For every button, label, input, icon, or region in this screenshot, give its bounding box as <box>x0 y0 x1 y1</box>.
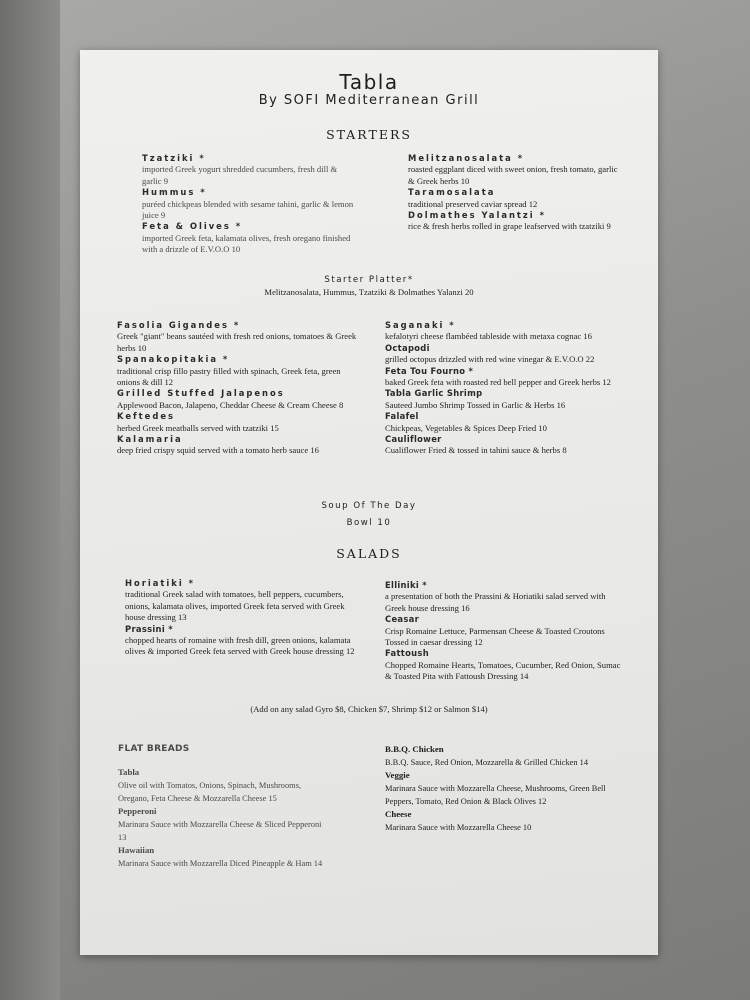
item-description: rice & fresh herbs rolled in grape leafserved with tzatziki 9 <box>408 221 611 232</box>
menu-item <box>385 343 625 366</box>
item-description: a presentation of both the Prassini & Horiatiki salad served with Greek house dressing 16 <box>385 591 606 613</box>
item-description: Sauteed Jumbo Shrimp Tossed in Garlic & Herbs 16 <box>385 399 566 410</box>
menu-item <box>117 320 362 354</box>
soup-of-the-day <box>80 498 658 532</box>
item-name: Falafel <box>385 411 419 422</box>
flatbreads-left-column <box>118 743 328 870</box>
menu-item <box>118 766 328 805</box>
menu-item <box>408 153 620 187</box>
item-description: Marinara Sauce with Mozzarella Cheese 10 <box>385 823 532 832</box>
menu-item <box>385 808 625 834</box>
starter-platter <box>80 274 658 298</box>
restaurant-title: Tabla <box>339 70 399 94</box>
menu-item <box>385 366 625 389</box>
item-description: roasted eggplant diced with sweet onion, fresh tomato, garlic & Greek herbs 10 <box>408 164 618 186</box>
item-name: Feta Tou Fourno * <box>385 365 474 376</box>
menu-item <box>125 624 360 658</box>
menu-sheet <box>80 50 658 955</box>
flatbreads-right-column <box>385 743 625 834</box>
item-name: Veggie <box>385 770 410 780</box>
salads-heading: SALADS <box>336 546 402 561</box>
menu-item <box>118 805 328 844</box>
item-description: traditional preserved caviar spread 12 <box>408 198 538 209</box>
menu-item <box>125 578 360 624</box>
item-description: Olive oil with Tomatos, Onions, Spinach, Mushrooms, Oregano, Feta Cheese & Mozzarella Cheese 15 <box>118 781 302 803</box>
item-description: Crisp Romaine Lettuce, Parmensan Cheese & Toasted Croutons Tossed in caesar dressing 12 <box>385 625 605 648</box>
platter-title: Starter Platter* <box>324 275 414 285</box>
item-name: Melitzanosalata * <box>408 153 525 163</box>
menu-item <box>385 769 625 808</box>
menu-item <box>408 210 620 233</box>
hot-starters-right-column <box>385 320 625 457</box>
menu-item <box>117 411 362 434</box>
menu-item <box>385 320 625 343</box>
menu-item <box>385 434 625 457</box>
restaurant-subtitle: By SOFI Mediterranean Grill <box>258 93 480 108</box>
menu-item <box>385 388 625 411</box>
item-description: herbed Greek meatballs served with tzatziki 15 <box>117 422 279 433</box>
item-description: Chopped Romaine Hearts, Tomatoes, Cucumber, Red Onion, Sumac & Toasted Pita with Fattoush Dressing 14 <box>385 659 621 682</box>
item-name: Tabla Garlic Shrimp <box>385 388 483 399</box>
menu-item <box>118 844 328 870</box>
menu-item <box>385 648 627 682</box>
item-name: Kalamaria <box>117 434 183 445</box>
item-description: Applewood Bacon, Jalapeno, Cheddar Cheese & Cream Cheese 8 <box>117 399 344 410</box>
item-name: Tabla <box>118 767 140 777</box>
item-name: Hawaiian <box>118 845 155 855</box>
salad-addon-note: (Add on any salad Gyro $8, Chicken $7, Shrimp $12 or Salmon $14) <box>250 704 488 714</box>
item-name: Fasolia Gigandes * <box>117 320 241 330</box>
menu-item <box>117 354 362 388</box>
item-description: Chickpeas, Vegetables & Spices Deep Fried 10 <box>385 422 547 433</box>
item-name: Spanakopitakia * <box>117 354 230 365</box>
item-description: Marinara Sauce with Mozzarella Diced Pineapple & Ham 14 <box>118 859 323 868</box>
item-name: Prassini * <box>125 623 173 634</box>
menu-item <box>142 153 357 187</box>
item-description: grilled octopus drizzled with red wine vinegar & E.V.O.O 22 <box>385 354 595 365</box>
item-name: Octapodi <box>385 342 430 353</box>
menu-item <box>142 187 357 221</box>
flatbreads-heading: FLAT BREADS <box>118 744 190 754</box>
item-description: deep fried crispy squid served with a tomato herb sauce 16 <box>117 445 319 456</box>
item-name: Hummus * <box>142 187 207 198</box>
menu-item <box>385 411 625 434</box>
item-description: kefalotyri cheese flambéed tableside with metaxa cognac 16 <box>385 331 592 342</box>
item-description: Greek "giant" beans sautéed with fresh red onions, tomatoes & Greek herbs 10 <box>117 331 357 353</box>
item-description: Cualiflower Fried & tossed in tahini sauce & herbs 8 <box>385 445 567 456</box>
salads-right-column <box>385 580 627 683</box>
table-edge <box>0 0 60 1000</box>
item-description: B.B.Q. Sauce, Red Onion, Mozzarella & Grilled Chicken 14 <box>385 758 589 767</box>
item-name: Keftedes <box>117 411 176 422</box>
item-name: Cheese <box>385 809 412 819</box>
item-name: Feta & Olives * <box>142 221 243 232</box>
item-name: Grilled Stuffed Jalapenos <box>117 388 285 399</box>
item-name: Saganaki * <box>385 320 456 330</box>
item-name: Cauliflower <box>385 434 442 445</box>
item-description: imported Greek feta, kalamata olives, fresh oregano finished with a drizzle of E.V.O.O 10 <box>142 232 351 255</box>
starters-left-column <box>142 153 357 256</box>
item-name: Elliniki * <box>385 580 427 590</box>
item-name: Pepperoni <box>118 806 157 816</box>
menu-item <box>117 388 362 411</box>
item-description: puréed chickpeas blended with sesame tahini, garlic & lemon juice 9 <box>142 198 354 221</box>
item-name: Dolmathes Yalantzi * <box>408 210 546 221</box>
item-description: chopped hearts of romaine with fresh dill, green onions, kalamata olives & imported Greek feta served with Greek house dressing 12 <box>125 635 355 657</box>
item-description: Marinara Sauce with Mozzarella Cheese & Sliced Pepperoni 13 <box>118 820 322 842</box>
item-name: Horiatiki * <box>125 578 196 588</box>
item-name: Fattoush <box>385 648 429 659</box>
item-name: Taramosalata <box>408 187 496 198</box>
item-description: baked Greek feta with roasted red bell pepper and Greek herbs 12 <box>385 377 611 388</box>
menu-item <box>408 187 620 210</box>
item-description: Marinara Sauce with Mozzarella Cheese, Mushrooms, Green Bell Peppers, Tomato, Red Onion & Black Olives 12 <box>385 784 606 806</box>
menu-item <box>385 580 627 614</box>
item-name: B.B.Q. Chicken <box>385 744 444 754</box>
starters-right-column <box>408 153 620 233</box>
item-description: traditional crisp fillo pastry filled with spinach, Greek feta, green onions & dill 12 <box>117 365 341 388</box>
salads-left-column <box>125 578 360 658</box>
soup-title: Soup Of The Day <box>321 501 417 511</box>
item-name: Ceasar <box>385 614 420 625</box>
menu-item <box>385 614 627 648</box>
item-description: imported Greek yogurt shredded cucumbers, fresh dill & garlic 9 <box>142 164 338 186</box>
menu-item <box>385 743 625 769</box>
menu-item <box>142 221 357 255</box>
menu-item <box>117 434 362 457</box>
starters-heading: STARTERS <box>326 127 412 142</box>
hot-starters-left-column <box>117 320 362 457</box>
soup-price: Bowl 10 <box>346 518 392 528</box>
item-name: Tzatziki * <box>142 153 206 163</box>
item-description: traditional Greek salad with tomatoes, bell peppers, cucumbers, onions, kalamata olives, imported Greek feta served with Greek house dressing 13 <box>125 589 345 623</box>
platter-description: Melitzanosalata, Hummus, Tzatziki & Dolmathes Yalanzi 20 <box>264 287 474 297</box>
